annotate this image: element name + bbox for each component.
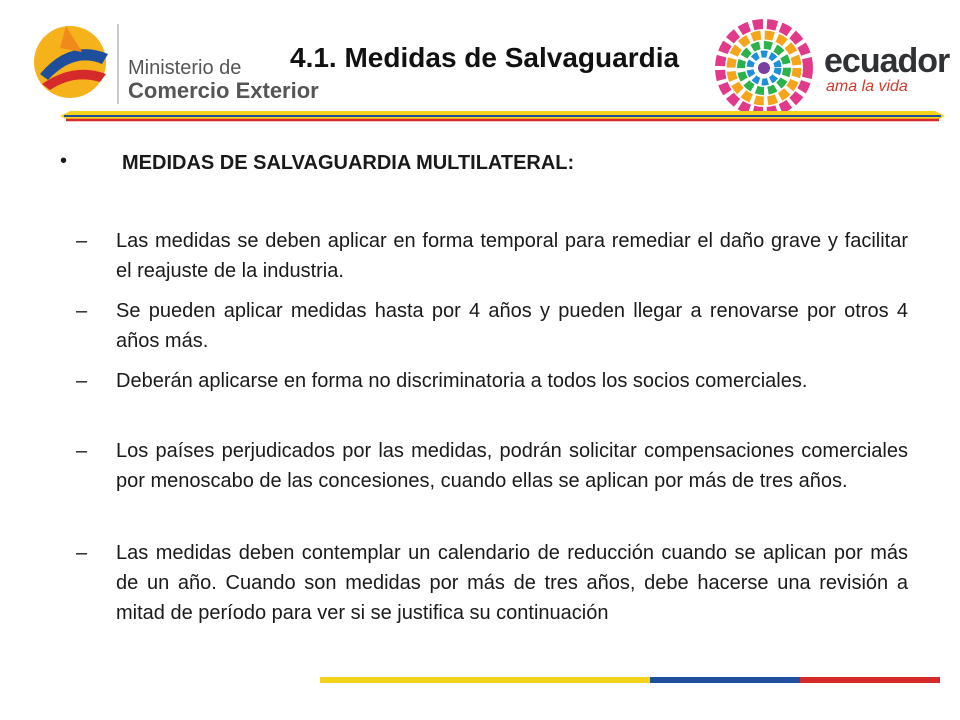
ecuador-logo-tagline: ama la vida [826, 78, 908, 95]
ecuador-logo-word: ecuador [824, 42, 950, 80]
list-item: Deberán aplicarse en forma no discriminatoria a todos los socios comerciales. [116, 370, 808, 392]
list-item: Las medidas deben contemplar un calendario de reducción cuando se aplican por más de un año. Cuando son medidas por más de tres años, debe hacerse una revisión a mitad de período para ver si se justifica su continuación [116, 542, 908, 624]
footer-tricolor-stripe [320, 677, 940, 683]
bullet-icon: • [60, 150, 68, 172]
ministry-line2: Comercio Exterior [128, 78, 319, 103]
dash-icon: – [76, 300, 88, 322]
list-item: Se pueden aplicar medidas hasta por 4 años y pueden llegar a renovarse por otros 4 años más. [116, 300, 908, 352]
bullet-heading: MEDIDAS DE SALVAGUARDIA MULTILATERAL: [122, 152, 575, 174]
dash-icon: – [76, 542, 88, 564]
list-item: Las medidas se deben aplicar en forma temporal para remediar el daño grave y facilitar el reajuste de la industria. [116, 230, 908, 282]
dash-icon: – [76, 440, 88, 462]
dash-icon: – [76, 230, 88, 252]
dash-icon: – [76, 370, 88, 392]
slide-title: 4.1. Medidas de Salvaguardia [290, 42, 680, 73]
ministry-line1: Ministerio de [128, 57, 242, 79]
list-item: Los países perjudicados por las medidas, podrán solicitar compensaciones comerciales por menoscabo de las concesiones, cuando ellas se aplican por más de tres años. [116, 440, 908, 492]
